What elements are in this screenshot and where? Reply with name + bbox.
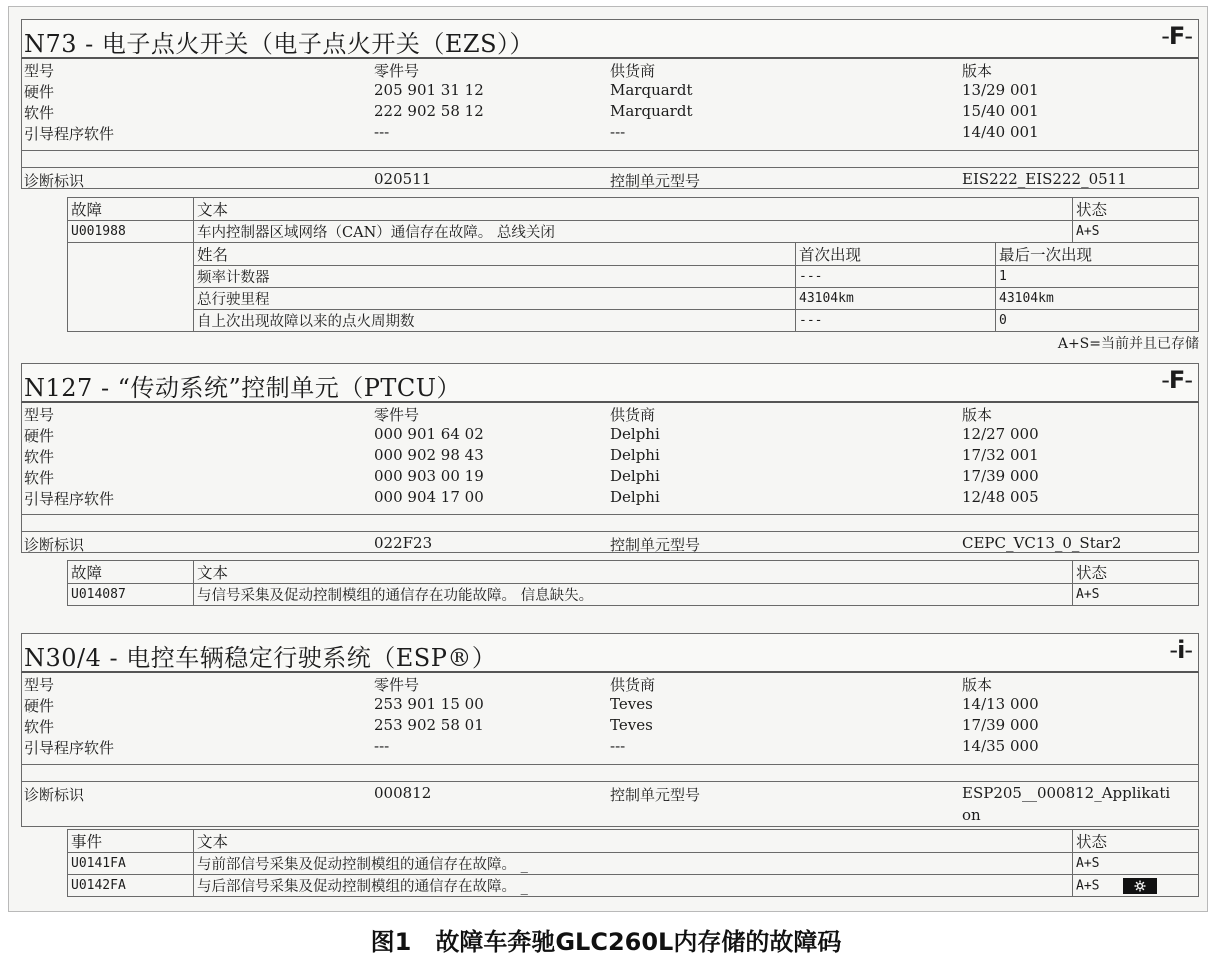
version-header-row: 型号 零件号 供货商 版本: [24, 406, 993, 424]
version-row: 软件 222 902 58 12 Marquardt 15/40 001: [24, 102, 1039, 122]
fault-table-header: 故障 文本 状态: [68, 561, 1199, 584]
version-table: [21, 59, 1199, 151]
module-header: [21, 19, 1199, 59]
fault-row[interactable]: [68, 584, 1199, 606]
module-n73: [21, 19, 1199, 352]
figure-caption: 图1 故障车奔驰GLC260L内存储的故障码: [370, 928, 842, 956]
fault-status: A+S: [1073, 875, 1199, 897]
fault-code: U001988: [68, 221, 194, 243]
fault-row[interactable]: [68, 853, 1199, 875]
freeze-frame-row: 频率计数器 --- 1: [68, 266, 1199, 288]
version-table: [21, 403, 1199, 515]
gear-icon[interactable]: [1123, 878, 1157, 894]
fault-text: 与后部信号采集及促动控制模组的通信存在故障。 _: [194, 875, 1073, 897]
fault-status: A+S: [1073, 584, 1199, 606]
fault-text: 与前部信号采集及促动控制模组的通信存在故障。 _: [194, 853, 1073, 875]
fault-flag-icon: -F-: [1161, 366, 1192, 394]
status-legend: A+S=当前并且已存储: [1057, 336, 1199, 352]
version-row: 软件 000 902 98 43 Delphi 17/32 001: [24, 446, 1039, 466]
module-n127: [21, 363, 1199, 604]
diagnosis-id-row: 诊断标识 000812 控制单元型号 ESP205__000812_Applikati on: [21, 781, 1199, 827]
fault-table: [67, 197, 1199, 332]
version-row: 引导程序软件 --- --- 14/35 000: [24, 737, 1039, 757]
fault-flag-icon: -F-: [1161, 22, 1192, 50]
module-n30-4: [21, 633, 1199, 895]
fault-table: [67, 560, 1199, 606]
version-header-row: 型号 零件号 供货商 版本: [24, 676, 993, 694]
diagnostic-report-sheet: [8, 6, 1208, 912]
event-table-header: 事件 文本 状态: [68, 830, 1199, 853]
freeze-frame-header: 姓名 首次出现 最后一次出现: [68, 243, 1199, 266]
fault-status: A+S: [1073, 853, 1199, 875]
module-title: N73 - 电子点火开关（电子点火开关（EZS））: [24, 30, 535, 58]
fault-row[interactable]: [68, 875, 1199, 897]
module-header: [21, 633, 1199, 673]
module-title: N127 - “传动系统”控制单元（PTCU）: [24, 374, 461, 402]
event-table: [67, 829, 1199, 897]
info-flag-icon: -i-: [1169, 636, 1192, 664]
diagnosis-id-row: 诊断标识 020511 控制单元型号 EIS222_EIS222_0511: [21, 167, 1199, 189]
version-row: 硬件 253 901 15 00 Teves 14/13 000: [24, 695, 1039, 715]
fault-text: 与信号采集及促动控制模组的通信存在功能故障。 信息缺失。: [194, 584, 1073, 606]
diagnosis-id-row: 诊断标识 022F23 控制单元型号 CEPC_VC13_0_Star2: [21, 531, 1199, 553]
version-row: 硬件 205 901 31 12 Marquardt 13/29 001: [24, 81, 1039, 101]
version-header-row: 型号 零件号 供货商 版本: [24, 62, 993, 80]
version-row: 引导程序软件 000 904 17 00 Delphi 12/48 005: [24, 488, 1039, 508]
fault-code: U0142FA: [68, 875, 194, 897]
fault-code: U0141FA: [68, 853, 194, 875]
fault-status: A+S: [1073, 221, 1199, 243]
module-header: [21, 363, 1199, 403]
version-row: 软件 000 903 00 19 Delphi 17/39 000: [24, 467, 1039, 487]
version-row: 软件 253 902 58 01 Teves 17/39 000: [24, 716, 1039, 736]
fault-code: U014087: [68, 584, 194, 606]
module-title: N30/4 - 电控车辆稳定行驶系统（ESP®）: [24, 644, 497, 672]
fault-row[interactable]: [68, 221, 1199, 243]
freeze-frame-row: 总行驶里程 43104km 43104km: [68, 288, 1199, 310]
version-table: [21, 673, 1199, 765]
fault-text: 车内控制器区域网络（CAN）通信存在故障。 总线关闭: [194, 221, 1073, 243]
version-row: 引导程序软件 --- --- 14/40 001: [24, 123, 1039, 143]
freeze-frame-row: 自上次出现故障以来的点火周期数 --- 0: [68, 310, 1199, 332]
version-row: 硬件 000 901 64 02 Delphi 12/27 000: [24, 425, 1039, 445]
fault-table-header: 故障 文本 状态: [68, 198, 1199, 221]
